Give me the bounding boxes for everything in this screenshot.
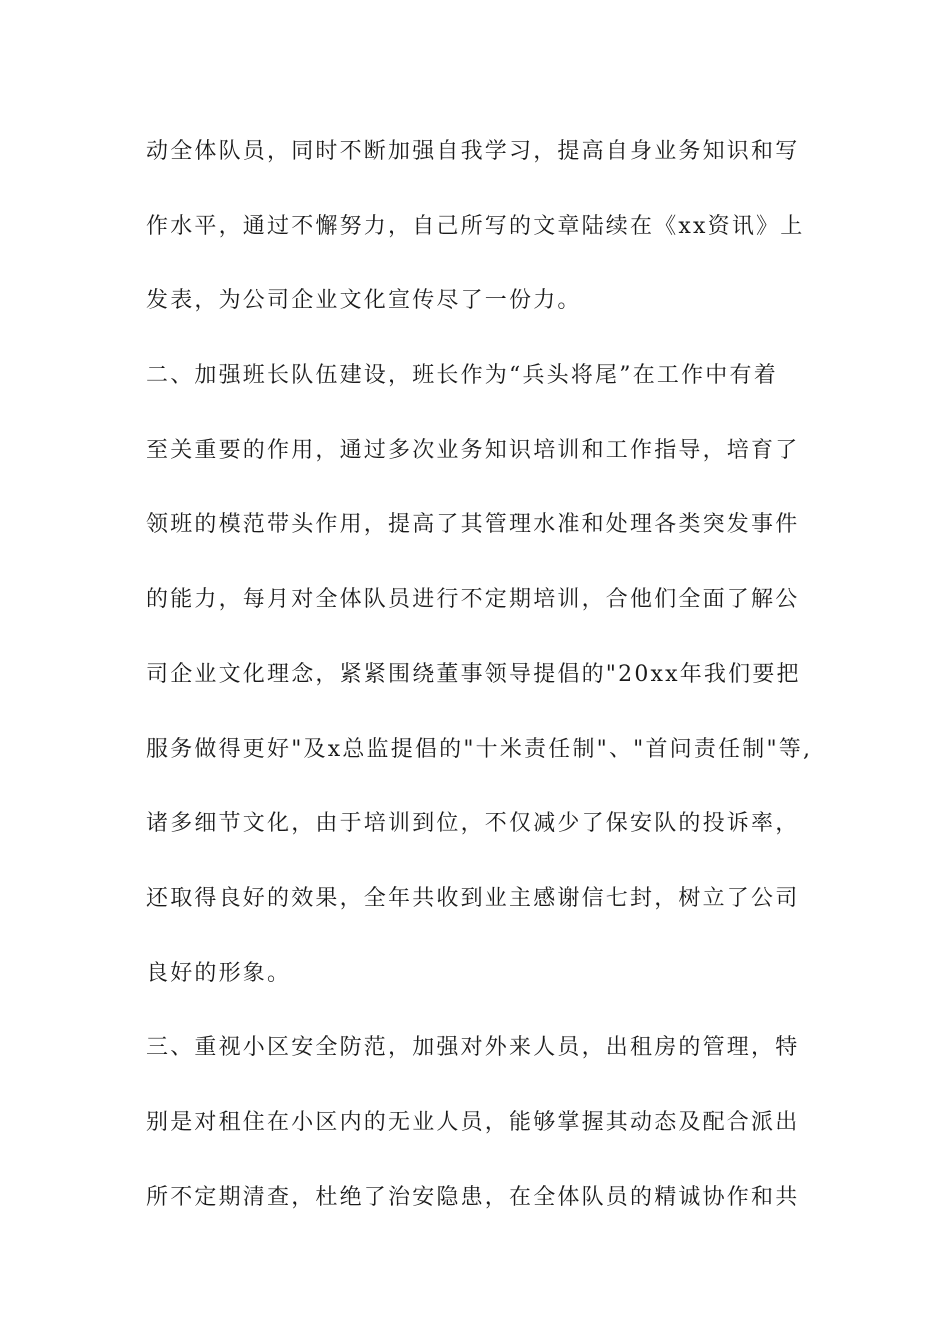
text-line: 别是对租住在小区内的无业人员，能够掌握其动态及配合派出 [146, 1109, 800, 1135]
text-line: 良好的形象。 [146, 960, 292, 986]
text-line: 领班的模范带头作用，提高了其管理水准和处理各类突发事件 [146, 512, 800, 538]
text-line: 司企业文化理念，紧紧围绕董事领导提倡的"20xx年我们要把 [146, 661, 801, 687]
text-line: 至关重要的作用，通过多次业务知识培训和工作指导，培育了 [146, 437, 800, 463]
section-heading-line: 二、加强班长队伍建设，班长作为“兵头将尾”在工作中有着 [146, 363, 778, 389]
body-text [146, 130, 826, 1250]
text-line: 诸多细节文化，由于培训到位，不仅减少了保安队的投诉率， [146, 811, 800, 837]
text-line: 作水平，通过不懈努力，自己所写的文章陆续在《xx资讯》上 [146, 213, 805, 239]
section-heading-line: 三、重视小区安全防范，加强对外来人员，出租房的管理，特 [146, 1035, 800, 1061]
text-line: 动全体队员，同时不断加强自我学习，提高自身业务知识和写 [146, 139, 800, 164]
text-line: 服务做得更好"及x总监提倡的"十米责任制"、"首问责任制"等, [146, 736, 813, 762]
text-line: 所不定期清查，杜绝了治安隐患，在全体队员的精诚协作和共 [146, 1184, 800, 1210]
text-line: 还取得良好的效果，全年共收到业主感谢信七封，树立了公司 [146, 885, 800, 911]
text-line: 发表，为公司企业文化宣传尽了一份力。 [146, 288, 582, 314]
text-line: 的能力，每月对全体队员进行不定期培训，合他们全面了解公 [146, 587, 800, 613]
